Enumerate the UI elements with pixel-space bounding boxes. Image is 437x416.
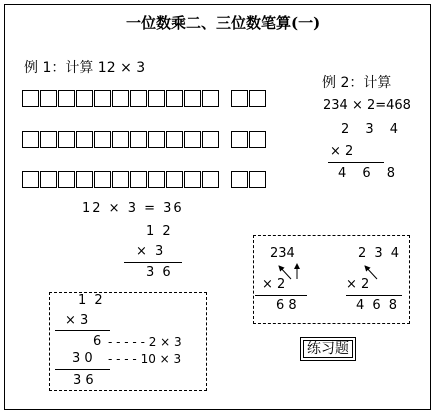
ex1-breakdown-note2: - - - - 10 × 3 (108, 352, 182, 366)
practice-button[interactable]: 练习题 (300, 337, 356, 361)
ex1-breakdown-result: 3 6 (73, 373, 94, 388)
ex1-breakdown-note1: - - - - - 2 × 3 (108, 335, 182, 349)
example1-equation: 12 × 3 = 36 (82, 201, 184, 216)
ex2-left-mult: × 2 (262, 277, 286, 292)
ex2-left-result: 6 8 (276, 298, 297, 313)
ex1-breakdown-mult: × 3 (65, 313, 89, 328)
ex2-right-result: 4 6 8 (356, 298, 400, 313)
ex1-vertical-result: 3 6 (146, 265, 173, 280)
example1-label: 例 1：计算 12 × 3 (24, 60, 146, 76)
example2-equation: 234 × 2=468 (323, 98, 411, 113)
title-main: 一位数乘二、三位数笔算 (126, 14, 292, 32)
ex1-breakdown-partial2: 3 0 (72, 351, 93, 366)
ex2-vertical-mult: × 2 (330, 144, 354, 159)
ex2-right-top: 2 3 4 (358, 246, 402, 261)
title-suffix: (一) (291, 14, 321, 32)
ex1-breakdown-partial1: 6 (93, 334, 102, 349)
ex1-vertical-top: 1 2 (146, 224, 173, 239)
arrow-up-left-icon-2 (365, 266, 377, 279)
ex2-left-top: 234 (270, 246, 295, 261)
example2-label: 例 2：计算 (322, 75, 392, 91)
arrow-up-left-icon (279, 266, 291, 279)
ex1-breakdown-top: 1 2 (78, 293, 105, 308)
ex2-right-mult: × 2 (346, 277, 370, 292)
ex1-vertical-mult: × 3 (136, 244, 166, 259)
ex2-vertical-result: 4 6 8 (338, 166, 402, 181)
ex2-vertical-top: 2 3 4 (341, 122, 405, 137)
